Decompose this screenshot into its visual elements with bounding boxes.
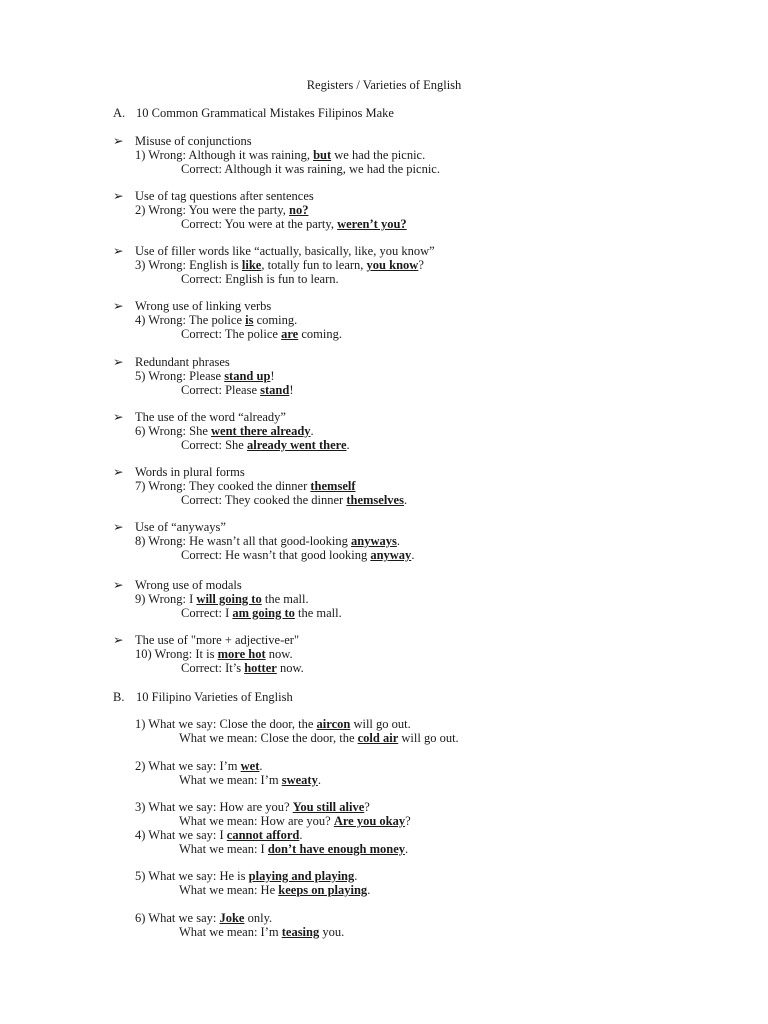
underlined-term: are — [281, 327, 299, 341]
correct-example — [113, 548, 414, 562]
text-run: now. — [276, 661, 304, 675]
correct-example — [113, 217, 407, 231]
text-run: . — [367, 883, 371, 897]
text-run: you. — [319, 925, 345, 939]
section-b-heading — [113, 690, 293, 705]
wrong-example — [113, 258, 435, 272]
underlined-term: Are you okay — [333, 814, 406, 828]
text-run: Correct: Although it was raining, we had the picnic. — [181, 162, 440, 176]
text-run: 2) Wrong: You were the party, — [135, 203, 289, 217]
text-run: ? — [364, 800, 370, 814]
correct-example — [113, 162, 440, 176]
text-run: 1) Wrong: Although it was raining, — [135, 148, 314, 162]
variety-item — [113, 800, 411, 828]
wrong-example — [113, 592, 342, 606]
text-run: . — [396, 534, 400, 548]
variety-item — [113, 869, 370, 897]
text-run: coming. — [298, 327, 342, 341]
underlined-term: no? — [289, 203, 309, 217]
text-run: the mall. — [261, 592, 309, 606]
correct-example — [113, 606, 342, 620]
mistake-heading-text: Redundant phrases — [135, 355, 230, 369]
mistake-heading-text: Wrong use of linking verbs — [135, 299, 272, 313]
text-run: . — [346, 438, 350, 452]
text-run: . — [259, 759, 263, 773]
text-run: Correct: He wasn’t that good looking — [181, 548, 371, 562]
what-we-mean — [113, 883, 370, 897]
mistake-heading-text: Misuse of conjunctions — [135, 134, 252, 148]
underlined-term: anyway — [370, 548, 412, 562]
mistake-item — [113, 633, 304, 675]
text-run: . — [405, 842, 409, 856]
variety-item — [113, 911, 344, 939]
wrong-example — [113, 479, 407, 493]
mistake-heading-text: Use of tag questions after sentences — [135, 189, 314, 203]
correct-example — [113, 383, 294, 397]
variety-item — [113, 717, 459, 745]
mistake-heading — [113, 410, 350, 424]
mistake-heading — [113, 465, 407, 479]
what-we-say — [113, 717, 459, 731]
text-run: What we mean: I — [179, 842, 268, 856]
mistake-heading — [113, 355, 294, 369]
text-run: 6) What we say: — [135, 911, 220, 925]
underlined-term: will going to — [196, 592, 262, 606]
correct-example — [113, 327, 342, 341]
document-title: Registers / Varieties of English — [306, 78, 462, 92]
mistake-item — [113, 465, 407, 507]
mistake-item — [113, 520, 414, 562]
mistake-heading-text: Use of filler words like “actually, basically, like, you know” — [135, 244, 435, 258]
correct-example — [113, 493, 407, 507]
arrow-bullet-icon: ➢ — [113, 633, 124, 647]
text-run: Correct: The police — [181, 327, 282, 341]
underlined-term: stand up — [224, 369, 271, 383]
text-run: Correct: You were at the party, — [181, 217, 338, 231]
mistake-heading-text: Wrong use of modals — [135, 578, 242, 592]
correct-example — [113, 438, 350, 452]
text-run: . — [310, 424, 314, 438]
underlined-term: teasing — [281, 925, 320, 939]
underlined-term: Joke — [219, 911, 245, 925]
what-we-mean — [113, 731, 459, 745]
underlined-term: wet — [240, 759, 260, 773]
section-a-letter: A. — [113, 106, 126, 120]
text-run: the mall. — [294, 606, 342, 620]
text-run: Correct: She — [181, 438, 247, 452]
wrong-example — [113, 534, 414, 548]
text-run: ! — [270, 369, 275, 383]
wrong-example — [113, 313, 342, 327]
text-run: 5) Wrong: Please — [135, 369, 225, 383]
section-a-title: 10 Common Grammatical Mistakes Filipinos Make — [136, 106, 394, 120]
what-we-mean — [113, 814, 411, 828]
mistake-item — [113, 355, 294, 397]
text-run: 4) Wrong: The police — [135, 313, 246, 327]
what-we-mean — [113, 773, 321, 787]
arrow-bullet-icon: ➢ — [113, 189, 124, 203]
wrong-example — [113, 203, 407, 217]
mistake-heading — [113, 633, 304, 647]
text-run: 2) What we say: I’m — [135, 759, 241, 773]
underlined-term: keeps on playing — [278, 883, 368, 897]
correct-example — [113, 272, 435, 286]
what-we-mean — [113, 842, 408, 856]
mistake-heading-text: The use of "more + adjective-er" — [135, 633, 300, 647]
underlined-term: aircon — [316, 717, 351, 731]
underlined-term: am going to — [232, 606, 295, 620]
text-run: . — [354, 869, 358, 883]
text-run: coming. — [253, 313, 298, 327]
text-run: 9) Wrong: I — [135, 592, 197, 606]
underlined-term: cannot afford — [226, 828, 300, 842]
section-b-title: 10 Filipino Varieties of English — [136, 690, 293, 704]
mistake-item — [113, 244, 435, 286]
underlined-term: but — [313, 148, 332, 162]
mistake-item — [113, 410, 350, 452]
underlined-term: went there already — [211, 424, 311, 438]
text-run: What we mean: I’m — [179, 925, 282, 939]
text-run: only. — [244, 911, 273, 925]
underlined-term: weren’t you? — [337, 217, 407, 231]
mistake-item — [113, 134, 440, 176]
arrow-bullet-icon: ➢ — [113, 578, 124, 592]
mistake-heading-text: Use of “anyways” — [135, 520, 226, 534]
text-run: Correct: I — [181, 606, 233, 620]
what-we-say — [113, 828, 408, 842]
wrong-example — [113, 424, 350, 438]
text-run: ? — [405, 814, 411, 828]
text-run: What we mean: How are you? — [179, 814, 334, 828]
text-run: will go out. — [398, 731, 459, 745]
text-run: 3) What we say: How are you? — [135, 800, 293, 814]
text-run: we had the picnic. — [331, 148, 426, 162]
text-run: Correct: English is fun to learn. — [181, 272, 339, 286]
text-run: ? — [418, 258, 424, 272]
mistake-heading-text: The use of the word “already” — [135, 410, 286, 424]
text-run: now. — [265, 647, 293, 661]
arrow-bullet-icon: ➢ — [113, 134, 124, 148]
mistake-item — [113, 189, 407, 231]
text-run: 3) Wrong: English is — [135, 258, 242, 272]
section-b-letter: B. — [113, 690, 125, 704]
text-run: 7) Wrong: They cooked the dinner — [135, 479, 311, 493]
variety-item — [113, 828, 408, 856]
text-run: Correct: Please — [181, 383, 261, 397]
mistake-heading — [113, 520, 414, 534]
underlined-term: themself — [310, 479, 356, 493]
text-run: . — [317, 773, 321, 787]
text-run: Correct: They cooked the dinner — [181, 493, 347, 507]
text-run: 4) What we say: I — [135, 828, 227, 842]
underlined-term: anyways — [351, 534, 397, 548]
text-run: 10) Wrong: It is — [135, 647, 218, 661]
arrow-bullet-icon: ➢ — [113, 299, 124, 313]
underlined-term: more hot — [217, 647, 266, 661]
underlined-term: cold air — [357, 731, 399, 745]
underlined-term: playing and playing — [248, 869, 355, 883]
what-we-say — [113, 800, 411, 814]
arrow-bullet-icon: ➢ — [113, 465, 124, 479]
mistake-heading — [113, 578, 342, 592]
what-we-say — [113, 911, 344, 925]
what-we-say — [113, 759, 321, 773]
underlined-term: stand — [260, 383, 290, 397]
arrow-bullet-icon: ➢ — [113, 244, 124, 258]
text-run: What we mean: Close the door, the — [179, 731, 358, 745]
arrow-bullet-icon: ➢ — [113, 520, 124, 534]
underlined-term: you know — [366, 258, 419, 272]
text-run: Correct: It’s — [181, 661, 245, 675]
mistake-heading — [113, 189, 407, 203]
mistake-item — [113, 578, 342, 620]
variety-item — [113, 759, 321, 787]
text-run: . — [411, 548, 415, 562]
underlined-term: sweaty — [281, 773, 318, 787]
text-run: ! — [289, 383, 294, 397]
section-a-heading — [113, 106, 394, 121]
mistake-heading — [113, 244, 435, 258]
underlined-term: like — [241, 258, 262, 272]
mistake-heading — [113, 299, 342, 313]
underlined-term: hotter — [244, 661, 277, 675]
text-run: , totally fun to learn, — [261, 258, 367, 272]
arrow-bullet-icon: ➢ — [113, 355, 124, 369]
mistake-heading-text: Words in plural forms — [135, 465, 245, 479]
mistake-item — [113, 299, 342, 341]
what-we-say — [113, 869, 370, 883]
text-run: 6) Wrong: She — [135, 424, 211, 438]
text-run: What we mean: He — [179, 883, 279, 897]
underlined-term: already went there — [246, 438, 347, 452]
underlined-term: You still alive — [292, 800, 365, 814]
correct-example — [113, 661, 304, 675]
what-we-mean — [113, 925, 344, 939]
arrow-bullet-icon: ➢ — [113, 410, 124, 424]
text-run: will go out. — [350, 717, 411, 731]
mistake-heading — [113, 134, 440, 148]
text-run: 1) What we say: Close the door, the — [135, 717, 317, 731]
underlined-term: don’t have enough money — [267, 842, 406, 856]
underlined-term: themselves — [346, 493, 404, 507]
wrong-example — [113, 369, 294, 383]
wrong-example — [113, 148, 440, 162]
text-run: What we mean: I’m — [179, 773, 282, 787]
text-run: 5) What we say: He is — [135, 869, 249, 883]
text-run: . — [403, 493, 408, 507]
underlined-term: is — [245, 313, 254, 327]
text-run: . — [299, 828, 303, 842]
text-run: 8) Wrong: He wasn’t all that good-looking — [135, 534, 352, 548]
wrong-example — [113, 647, 304, 661]
